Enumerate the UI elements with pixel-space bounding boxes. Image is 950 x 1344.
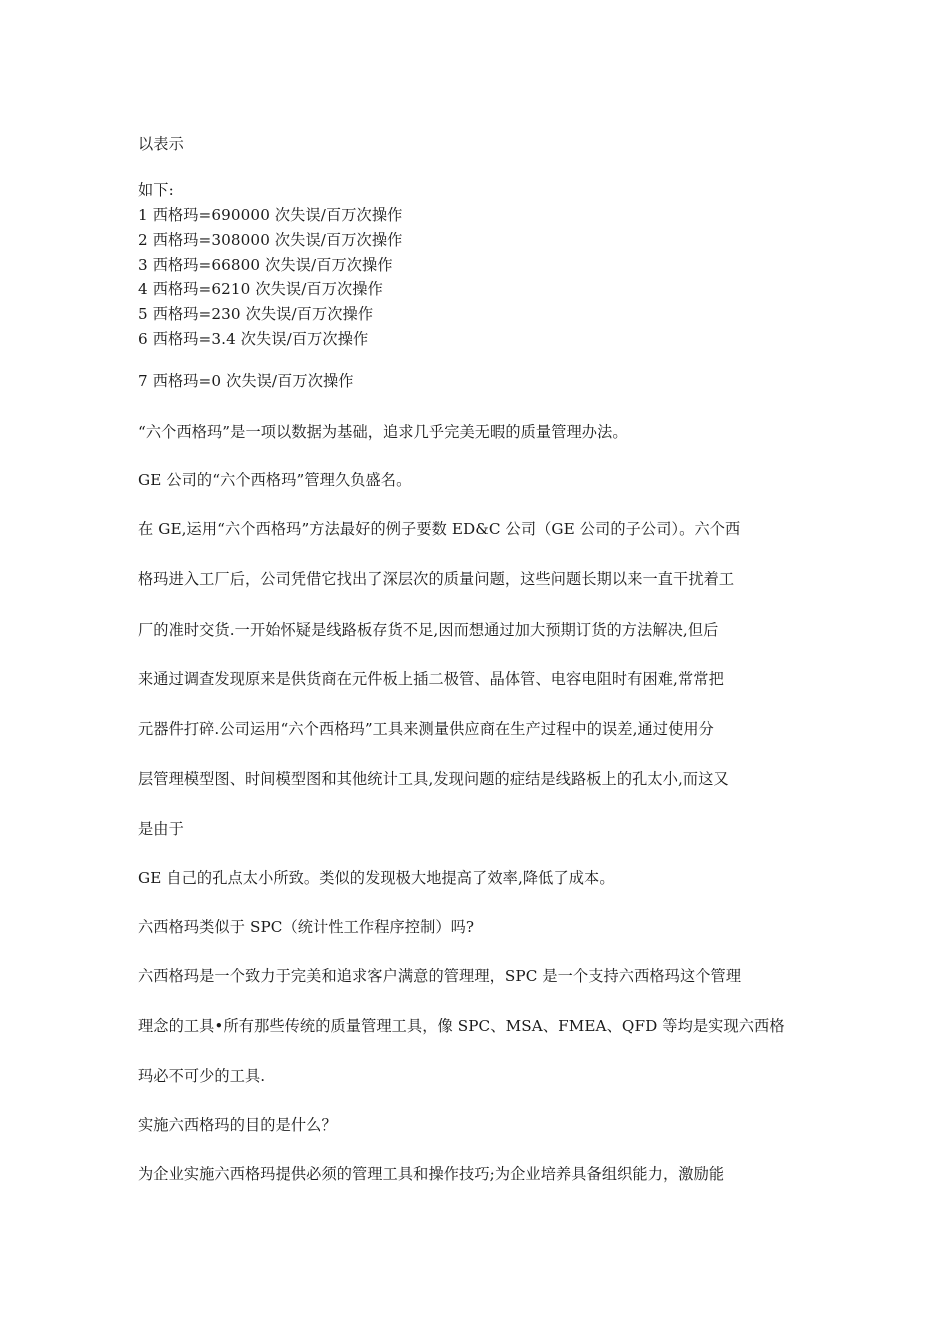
text-line: 5 西格玛=230 次失误/百万次操作 xyxy=(138,305,374,323)
text-line: 是由于 xyxy=(138,820,184,838)
text-line: 如下: xyxy=(138,181,174,199)
text-line: 4 西格玛=6210 次失误/百万次操作 xyxy=(138,280,383,298)
text-line: 为企业实施六西格玛提供必须的管理工具和操作技巧;为企业培养具备组织能力，激励能 xyxy=(138,1165,725,1183)
text-line: 厂的准时交货.一开始怀疑是线路板存货不足,因而想通过加大预期订货的方法解决,但后 xyxy=(138,621,719,639)
text-line: 在 GE,运用“六个西格玛”方法最好的例子要数 ED&C 公司（GE 公司的子公司）。六个西 xyxy=(138,520,741,538)
text-line: 理念的工具•所有那些传统的质量管理工具，像 SPC、MSA、FMEA、QFD 等均是实现六西格 xyxy=(138,1017,785,1035)
text-line: GE 自己的孔点太小所致。类似的发现极大地提高了效率,降低了成本。 xyxy=(138,869,615,887)
text-line: 格玛进入工厂后，公司凭借它找出了深层次的质量问题，这些问题长期以来一直干扰着工 xyxy=(138,570,735,588)
text-line: 元器件打碎.公司运用“六个西格玛”工具来测量供应商在生产过程中的误差,通过使用分 xyxy=(138,720,714,738)
text-line: 六西格玛类似于 SPC（统计性工作程序控制）吗? xyxy=(138,918,475,936)
text-line: 实施六西格玛的目的是什么？ xyxy=(138,1116,337,1134)
text-line: 来通过调查发现原来是供货商在元件板上插二极管、晶体管、电容电阻时有困难,常常把 xyxy=(138,670,724,688)
text-line: 玛必不可少的工具. xyxy=(138,1067,266,1085)
text-line: 6 西格玛=3.4 次失误/百万次操作 xyxy=(138,330,369,348)
text-line: 1 西格玛=690000 次失误/百万次操作 xyxy=(138,206,403,224)
text-line: 以表示 xyxy=(138,135,184,153)
text-line: 7 西格玛=0 次失误/百万次操作 xyxy=(138,372,354,390)
text-line: 3 西格玛=66800 次失误/百万次操作 xyxy=(138,256,393,274)
text-line: 2 西格玛=308000 次失误/百万次操作 xyxy=(138,231,403,249)
text-line: GE 公司的“六个西格玛”管理久负盛名。 xyxy=(138,471,412,489)
text-line: 层管理模型图、时间模型图和其他统计工具,发现问题的症结是线路板上的孔太小,而这又 xyxy=(138,770,729,788)
text-line: “六个西格玛”是一项以数据为基础，追求几乎完美无暇的质量管理办法。 xyxy=(138,423,628,441)
text-line: 六西格玛是一个致力于完美和追求客户满意的管理理，SPC 是一个支持六西格玛这个管理 xyxy=(138,967,742,985)
